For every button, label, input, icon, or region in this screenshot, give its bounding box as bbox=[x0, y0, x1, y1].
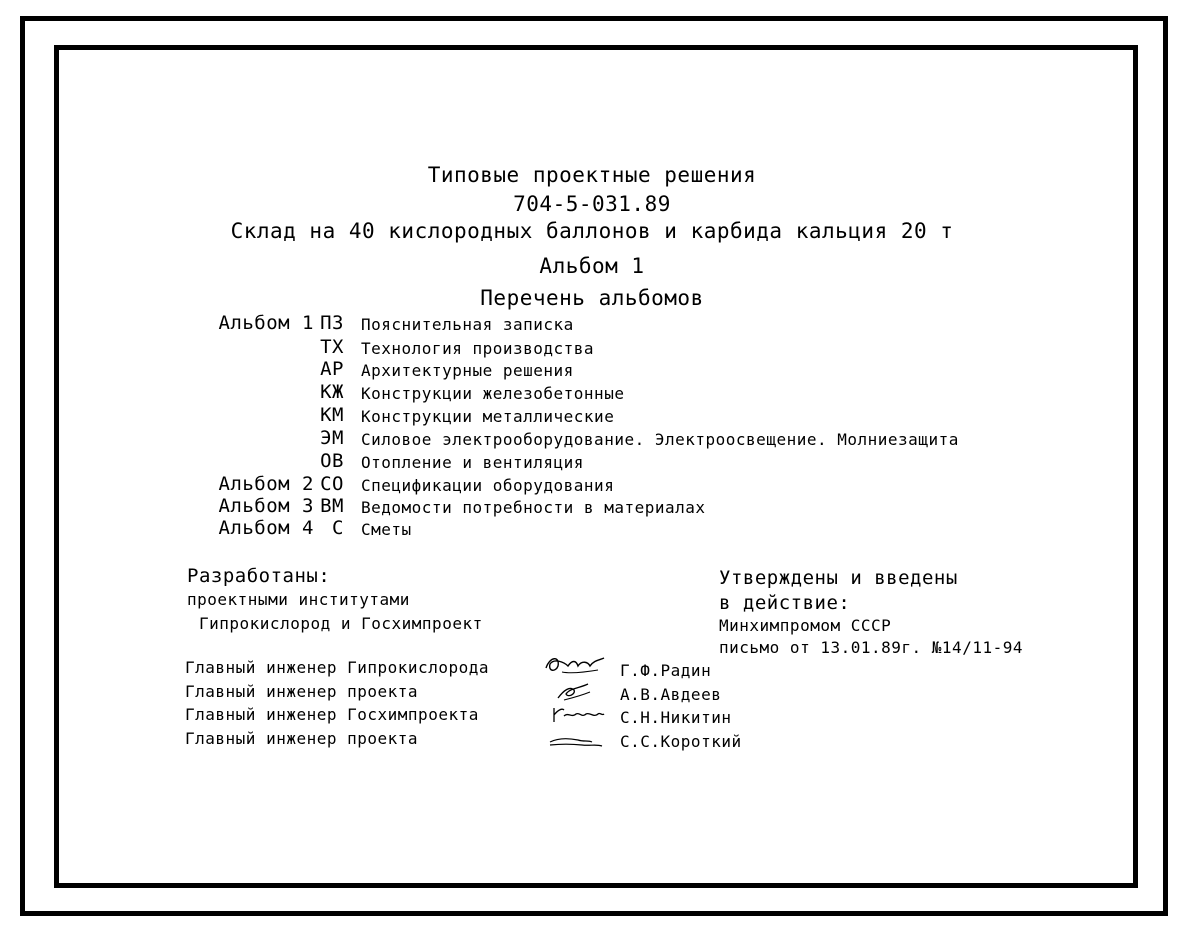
album-row bbox=[0, 475, 1184, 497]
signatory-name: Г.Ф.Радин bbox=[620, 661, 712, 680]
signatory-role: Главный инженер проекта bbox=[185, 682, 419, 701]
approved-line-3: Минхимпромом СССР bbox=[719, 616, 892, 635]
section-code: ОВ bbox=[320, 450, 344, 472]
section-description: Пояснительная записка bbox=[361, 315, 574, 334]
section-description: Архитектурные решения bbox=[361, 361, 574, 380]
section-description: Спецификации оборудования bbox=[361, 476, 615, 495]
developed-label: Разработаны: bbox=[187, 565, 331, 587]
album-number: Альбом 3 bbox=[218, 495, 314, 517]
album-number: Альбом 2 bbox=[218, 473, 314, 495]
approved-line-4: письмо от 13.01.89г. №14/11-94 bbox=[719, 638, 1023, 657]
album-row bbox=[0, 314, 1184, 336]
developed-line-2: Гипрокислород и Госхимпроект bbox=[199, 614, 483, 633]
album-row bbox=[0, 452, 1184, 474]
section-code: ТХ bbox=[320, 336, 344, 358]
section-code: ВМ bbox=[320, 495, 344, 517]
album-row bbox=[0, 406, 1184, 428]
album-row bbox=[0, 383, 1184, 405]
section-description: Конструкции металлические bbox=[361, 407, 615, 426]
signatory-name: А.В.Авдеев bbox=[620, 685, 722, 704]
album-label: Альбом 1 bbox=[539, 254, 645, 278]
section-description: Сметы bbox=[361, 520, 412, 539]
object-name: Склад на 40 кислородных баллонов и карбида кальция 20 т bbox=[230, 219, 954, 243]
album-row bbox=[0, 519, 1184, 541]
signatory-name: С.Н.Никитин bbox=[620, 708, 732, 727]
album-number: Альбом 1 bbox=[218, 312, 314, 334]
section-code: КЖ bbox=[320, 381, 344, 403]
developed-line-1: проектными институтами bbox=[187, 590, 410, 609]
section-code: ЭМ bbox=[320, 427, 344, 449]
section-code: ПЗ bbox=[320, 312, 344, 334]
section-description: Ведомости потребности в материалах bbox=[361, 498, 706, 517]
section-description: Технология производства bbox=[361, 339, 595, 358]
series-title: Типовые проектные решения bbox=[427, 163, 757, 187]
section-code: КМ bbox=[320, 404, 344, 426]
signature-image bbox=[550, 704, 606, 726]
list-title: Перечень альбомов bbox=[480, 286, 704, 310]
signatory-role: Главный инженер Гипрокислорода bbox=[185, 658, 489, 677]
section-code: С bbox=[332, 517, 344, 539]
album-row bbox=[0, 497, 1184, 519]
project-number: 704-5-031.89 bbox=[513, 192, 671, 216]
signature-image bbox=[542, 652, 608, 678]
album-row bbox=[0, 429, 1184, 451]
approved-line-1: Утверждены и введены bbox=[719, 567, 958, 589]
approved-line-2: в действие: bbox=[719, 592, 851, 614]
section-description: Отопление и вентиляция bbox=[361, 453, 584, 472]
signatory-name: С.С.Короткий bbox=[620, 732, 742, 751]
signatory-role: Главный инженер проекта bbox=[185, 729, 419, 748]
signature-image bbox=[548, 734, 604, 750]
album-number: Альбом 4 bbox=[218, 517, 314, 539]
section-description: Силовое электрооборудование. Электроосвещение. Молниезащита bbox=[361, 430, 959, 449]
album-row bbox=[0, 360, 1184, 382]
signature-image bbox=[554, 680, 594, 702]
section-code: СО bbox=[320, 473, 344, 495]
section-description: Конструкции железобетонные bbox=[361, 384, 625, 403]
album-row bbox=[0, 338, 1184, 360]
section-code: АР bbox=[320, 358, 344, 380]
signatory-role: Главный инженер Госхимпроекта bbox=[185, 705, 479, 724]
